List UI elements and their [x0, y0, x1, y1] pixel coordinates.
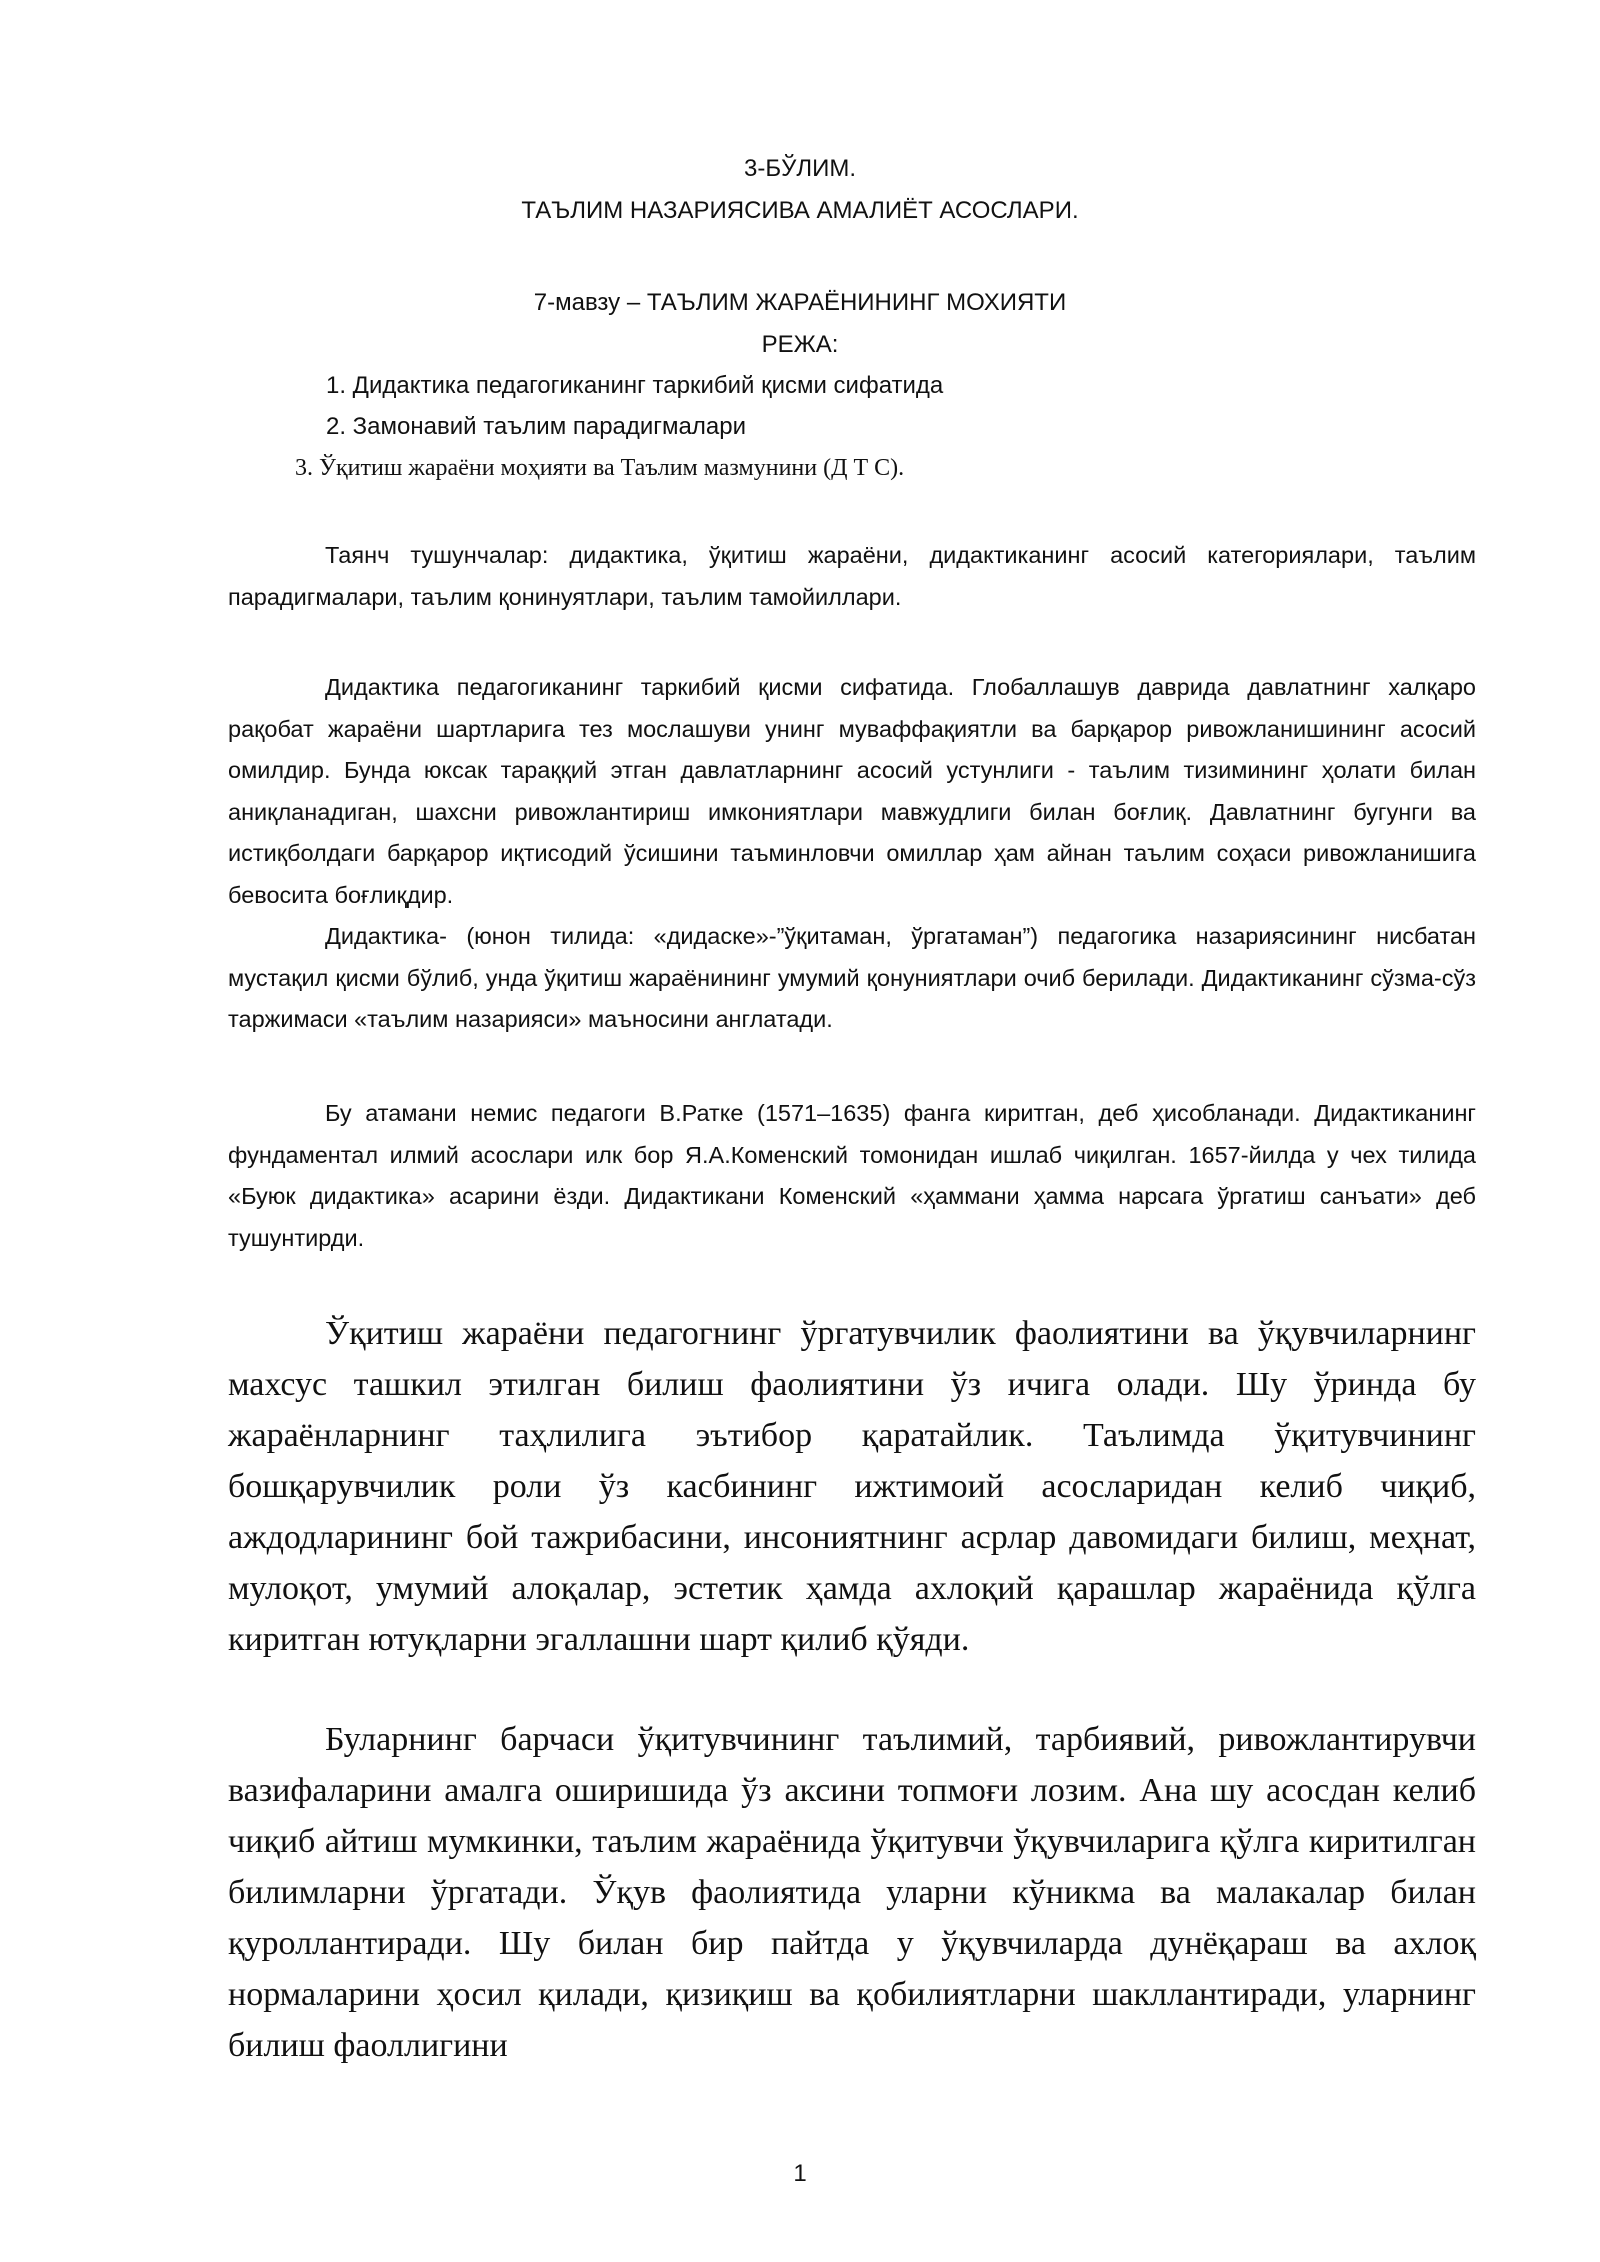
- section-number: 3-БЎЛИМ.: [744, 155, 856, 182]
- didactics-paragraph-1: Дидактика педагогиканинг таркибий қисми сифатида. Глобаллашув даврида давлатнинг халқаро рақобат жараёни шартларига тез мослашуви унинг муваффақиятли ва барқарор ривожланишининг асосий омилдир. Бунда юксак тараққий этган давлатларнинг асосий устунлиги - таълим тизимининг ҳолати билан аниқланадиган, шахсни ривожлантириш имкониятлари мавжудлиги билан боғлиқ. Давлатнинг бугунги ва истиқболдаги барқарор иқтисодий ўсишини таъминловчи омиллар ҳам айнан таълим соҳаси ривожланишига бевосита боғлиқдир.: [228, 674, 1476, 908]
- plan-label: РЕЖА:: [761, 331, 839, 358]
- teacher-role-paragraph: Буларнинг барчаси ўқитувчининг таълимий, тарбиявий, ривожлантирувчи вазифаларини амалга оширишида ўз аксини топмоғи лозим. Ана шу асосдан келиб чиқиб айтиш мумкинки, таълим жараёнида ўқитувчи ўқувчиларига қўлга киритилган билимларни ўргатади. Ўқув фаолиятида уларни кўникма ва малакалар билан қуроллантиради. Шу билан бир пайтда у ўқувчиларда дунёқараш ва ахлоқ нормаларини ҳосил қилади, қизиқиш ва қобилиятларни шакллантиради, уларнинг билиш фаоллигини: [228, 1721, 1476, 2064]
- teaching-process-paragraph: Ўқитиш жараёни педагогнинг ўргатувчилик фаолиятини ва ўқувчиларнинг махсус ташкил этилган билиш фаолиятини ўз ичига олади. Шу ўринда бу жараёнларнинг таҳлилига эътибор қаратайлик. Таълимда ўқитувчининг бошқарувчилик роли ўз касбининг ижтимоий асосларидан келиб чиқиб, аждодларининг бой тажрибасини, инсониятнинг асрлар давомидаги билиш, меҳнат, мулоқот, умумий алоқалар, эстетик ҳамда ахлоқий қарашлар жараёнида қўлга киритган ютуқларни эгаллашни шарт қилиб қўяди.: [228, 1315, 1476, 1658]
- key-concepts-paragraph: Таянч тушунчалар: дидактика, ўқитиш жараёни, дидактиканинг асосий категориялари, таълим парадигмалари, таълим қонинуятлари, таълим тамойиллари.: [228, 542, 1476, 610]
- page-number: 1: [793, 2160, 807, 2187]
- plan-item-1: 1. Дидактика педагогиканинг таркибий қисми сифатида: [326, 372, 944, 399]
- section-title: ТАЪЛИМ НАЗАРИЯСИВА АМАЛИЁТ АСОСЛАРИ.: [521, 197, 1079, 224]
- plan-item-2: 2. Замонавий таълим парадигмалари: [326, 413, 747, 440]
- topic-title: 7-мавзу – ТАЪЛИМ ЖАРАЁНИНИНГ МОХИЯТИ: [533, 289, 1067, 316]
- plan-item-3: 3. Ўқитиш жараёни моҳияти ва Таълим мазмунини (Д Т С).: [295, 455, 905, 481]
- didactics-paragraph-3: Бу атамани немис педагоги В.Ратке (1571–1635) фанга киритган, деб ҳисобланади. Дидактиканинг фундаментал илмий асослари илк бор Я.А.Коменский томонидан ишлаб чиқилган. 1657-йилда у чех тилида «Буюк дидактика» асарини ёзди. Дидактикани Коменский «ҳаммани ҳамма нарсага ўргатиш санъати» деб тушунтирди.: [228, 1100, 1476, 1251]
- didactics-paragraph-2: Дидактика- (юнон тилида: «дидаске»-”ўқитаман, ўргатаман”) педагогика назариясининг нисбатан мустақил қисми бўлиб, унда ўқитиш жараёнининг умумий қонуниятлари очиб берилади. Дидактиканинг сўзма-сўз таржимаси «таълим назарияси» маъносини англатади.: [228, 923, 1476, 1032]
